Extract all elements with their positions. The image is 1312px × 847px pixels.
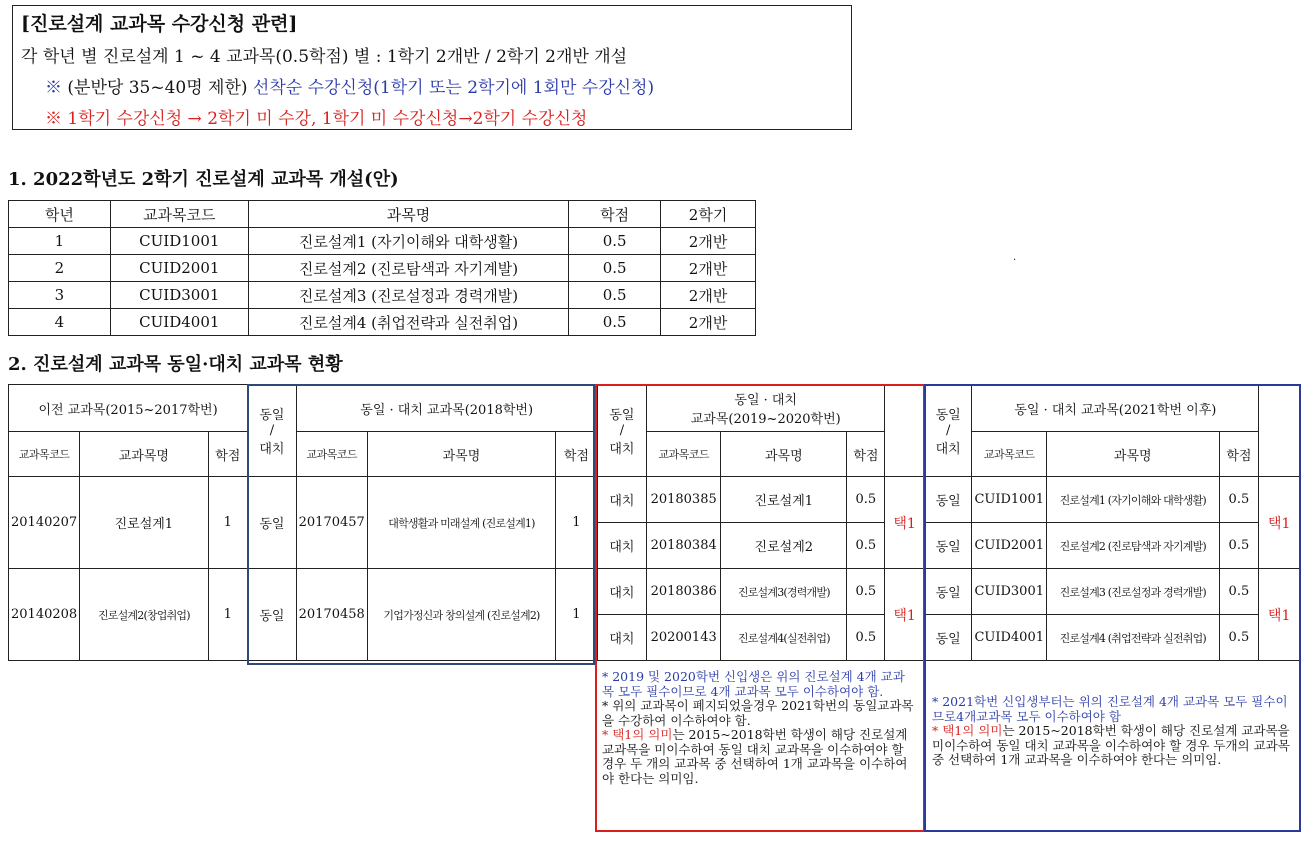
code-2021: CUID2001 — [972, 523, 1047, 569]
header-semester2: 2학기 — [661, 201, 756, 228]
table-row — [9, 228, 756, 255]
rel-2018: 동일 — [248, 477, 297, 569]
equivalence-table — [8, 384, 1300, 661]
notice-line-3: ※ 1학기 수강신청 → 2학기 미 수강, 1학기 미 수강신청→2학기 수강신청 — [45, 109, 588, 129]
prev-credit: 1 — [208, 477, 248, 569]
prev-code: 20140208 — [9, 569, 80, 661]
rel-2019: 대치 — [597, 477, 646, 523]
code-2019: 20180385 — [647, 477, 721, 523]
code-2021: CUID4001 — [972, 615, 1047, 661]
col-code: 교과목코드 — [647, 432, 721, 477]
cell-code: CUID1001 — [110, 228, 248, 255]
name-2018: 기업가정신과 창의설계 (진로설계2) — [367, 569, 555, 661]
slash-label: / — [269, 423, 275, 438]
credit-2018: 1 — [556, 569, 598, 661]
same-sub-header — [924, 385, 972, 477]
credit-2021: 0.5 — [1219, 523, 1259, 569]
course-table-header — [9, 201, 756, 228]
note-2021-taek — [932, 724, 1290, 768]
table-row — [9, 477, 1300, 523]
group-2018-header: 동일 · 대치 교과목(2018학번) — [296, 385, 597, 432]
group-2021-header: 동일 · 대치 교과목(2021학번 이후) — [972, 385, 1259, 432]
name-2019: 진로설계2 — [721, 523, 847, 569]
sub-label: 대치 — [259, 442, 285, 457]
col-code: 교과목코드 — [296, 432, 367, 477]
header-grade: 학년 — [9, 201, 111, 228]
credit-2019: 0.5 — [847, 477, 885, 523]
table-row — [9, 282, 756, 309]
cell-sections: 2개반 — [661, 282, 756, 309]
credit-2018: 1 — [556, 477, 598, 569]
taek-2021: 택1 — [1259, 569, 1300, 661]
code-2019: 20180384 — [647, 523, 721, 569]
code-2018: 20170457 — [296, 477, 367, 569]
name-2021: 진로설계3 (진로설정과 경력개발) — [1047, 569, 1220, 615]
group-2019-header — [647, 385, 885, 432]
cell-subject: 진로설계2 (진로탐색과 자기계발) — [248, 255, 568, 282]
notice-mark: ※ — [45, 78, 62, 98]
cell-grade: 3 — [9, 282, 111, 309]
cell-credit: 0.5 — [569, 282, 661, 309]
note-taek-label: 택1의 의미 — [612, 727, 673, 742]
cell-sections: 2개반 — [661, 309, 756, 336]
cell-subject: 진로설계3 (진로설정과 경력개발) — [248, 282, 568, 309]
prev-code: 20140207 — [9, 477, 80, 569]
cell-grade: 2 — [9, 255, 111, 282]
credit-2021: 0.5 — [1219, 569, 1259, 615]
column-header-row — [9, 432, 1300, 477]
credit-2019: 0.5 — [847, 523, 885, 569]
name-2021: 진로설계4 (취업전략과 실전취업) — [1047, 615, 1220, 661]
code-2019: 20200143 — [647, 615, 721, 661]
cell-credit: 0.5 — [569, 255, 661, 282]
section1-heading: 1. 2022학년도 2학기 진로설계 교과목 개설(안) — [8, 169, 399, 190]
cell-code: CUID3001 — [110, 282, 248, 309]
col-name: 교과목명 — [80, 432, 208, 477]
rel-2018: 동일 — [248, 569, 297, 661]
name-2018: 대학생활과 미래설계 (진로설계1) — [367, 477, 555, 569]
header-code: 교과목코드 — [110, 201, 248, 228]
col-credit: 학점 — [208, 432, 248, 477]
code-2021: CUID3001 — [972, 569, 1047, 615]
credit-2019: 0.5 — [847, 569, 885, 615]
code-2021: CUID1001 — [972, 477, 1047, 523]
code-2018: 20170458 — [296, 569, 367, 661]
note-taek-label: 택1의 의미 — [942, 723, 1003, 738]
rel-2021: 동일 — [924, 569, 972, 615]
same-label: 동일 — [609, 408, 635, 423]
rel-2021: 동일 — [924, 477, 972, 523]
same-sub-header — [597, 385, 646, 477]
note-2019-taek — [602, 728, 914, 786]
taek-header-blank — [885, 385, 925, 477]
col-subject: 과목명 — [1047, 432, 1220, 477]
cell-credit: 0.5 — [569, 228, 661, 255]
same-sub-header — [248, 385, 297, 477]
cell-credit: 0.5 — [569, 309, 661, 336]
col-credit: 학점 — [847, 432, 885, 477]
col-credit: 학점 — [1219, 432, 1259, 477]
cell-grade: 1 — [9, 228, 111, 255]
slash-label: / — [946, 423, 951, 438]
group-prev-header: 이전 교과목(2015~2017학번) — [9, 385, 248, 432]
cell-subject: 진로설계1 (자기이해와 대학생활) — [248, 228, 568, 255]
note-2019-abolished: * 위의 교과목이 폐지되었을경우 2021학번의 동일교과목을 수강하여 이수하여야 함. — [602, 698, 914, 728]
prev-name: 진로설계1 — [80, 477, 208, 569]
course-table — [8, 200, 756, 336]
taek-2019: 택1 — [885, 477, 925, 569]
taek-2021: 택1 — [1259, 477, 1300, 569]
cell-grade: 4 — [9, 309, 111, 336]
taek-2019: 택1 — [885, 569, 925, 661]
header-credit: 학점 — [569, 201, 661, 228]
notes-2019 — [602, 670, 914, 786]
taek-header-blank — [1259, 385, 1300, 477]
note-2021-required: * 2021학번 신입생부터는 위의 진로설계 4개 교과목 모두 필수이므로4개교과목 모두 이수하여야 함 — [932, 694, 1288, 724]
rel-2021: 동일 — [924, 615, 972, 661]
group-2019-line1: 동일 · 대치 — [734, 393, 798, 408]
col-subject: 과목명 — [721, 432, 847, 477]
group-header-row — [9, 385, 1300, 432]
sub-label: 대치 — [609, 442, 635, 457]
table-row — [9, 569, 1300, 615]
name-2019: 진로설계3(경력개발) — [721, 569, 847, 615]
rel-2021: 동일 — [924, 523, 972, 569]
name-2021: 진로설계1 (자기이해와 대학생활) — [1047, 477, 1220, 523]
table-row — [9, 255, 756, 282]
group-2019-line2: 교과목(2019~2020학번) — [690, 412, 841, 427]
same-label: 동일 — [935, 408, 961, 423]
note-2019-required: * 2019 및 2020학번 신입생은 위의 진로설계 4개 교과목 모두 필수이므로 4개 교과목 모두 이수하여야 함. — [602, 669, 905, 699]
note-taek-text: 는 2015~2018학번 학생이 해당 진로설계 교과목을 미이수하여 동일 대치 교과목을 이수하여야 할 경우 두 개의 교과목 중 선택하여 1개 교과목을 이수하여야 한다는 의미임. — [602, 727, 908, 786]
rel-2019: 대치 — [597, 523, 646, 569]
col-code: 교과목코드 — [9, 432, 80, 477]
name-2021: 진로설계2 (진로탐색과 자기계발) — [1047, 523, 1220, 569]
header-subject: 과목명 — [248, 201, 568, 228]
credit-2021: 0.5 — [1219, 477, 1259, 523]
rel-2019: 대치 — [597, 615, 646, 661]
sub-label: 대치 — [935, 442, 961, 457]
cell-sections: 2개반 — [661, 255, 756, 282]
code-2019: 20180386 — [647, 569, 721, 615]
prev-credit: 1 — [208, 569, 248, 661]
notice-limit-text: (분반당 35~40명 제한) — [62, 78, 253, 98]
rel-2019: 대치 — [597, 569, 646, 615]
col-code: 교과목코드 — [972, 432, 1047, 477]
credit-2019: 0.5 — [847, 615, 885, 661]
col-credit: 학점 — [556, 432, 598, 477]
note-star: * — [932, 723, 943, 738]
stray-dot: . — [1013, 252, 1017, 263]
table-row — [9, 309, 756, 336]
name-2019: 진로설계1 — [721, 477, 847, 523]
notice-title: [진로설계 교과목 수강신청 관련] — [21, 13, 298, 35]
section2-heading: 2. 진로설계 교과목 동일·대치 교과목 현황 — [8, 354, 343, 375]
cell-code: CUID4001 — [110, 309, 248, 336]
notice-line-1: 각 학년 별 진로설계 1 ~ 4 교과목(0.5학점) 별 : 1학기 2개반 / 2학기 2개반 개설 — [21, 47, 628, 67]
notes-2021 — [932, 695, 1290, 768]
notice-line-2 — [21, 73, 843, 98]
notice-first-come-text: 선착순 수강신청(1학기 또는 2학기에 1회만 수강신청) — [252, 78, 655, 98]
slash-label: / — [619, 423, 625, 438]
cell-subject: 진로설계4 (취업전략과 실전취업) — [248, 309, 568, 336]
name-2019: 진로설계4(실전취업) — [721, 615, 847, 661]
credit-2021: 0.5 — [1219, 615, 1259, 661]
prev-name: 진로설계2(창업취업) — [80, 569, 208, 661]
cell-code: CUID2001 — [110, 255, 248, 282]
cell-sections: 2개반 — [661, 228, 756, 255]
note-star: * — [602, 727, 613, 742]
notice-box — [12, 5, 852, 130]
same-label: 동일 — [259, 408, 285, 423]
note-taek-text: 는 2015~2018학번 학생이 해당 진로설계 교과목을 미이수하여 동일 대치 교과목을 이수하여야 할 경우 두개의 교과목 중 선택하여 1개 교과목을 이수하여야 한다는 의미임. — [932, 723, 1290, 767]
col-subject: 과목명 — [367, 432, 555, 477]
